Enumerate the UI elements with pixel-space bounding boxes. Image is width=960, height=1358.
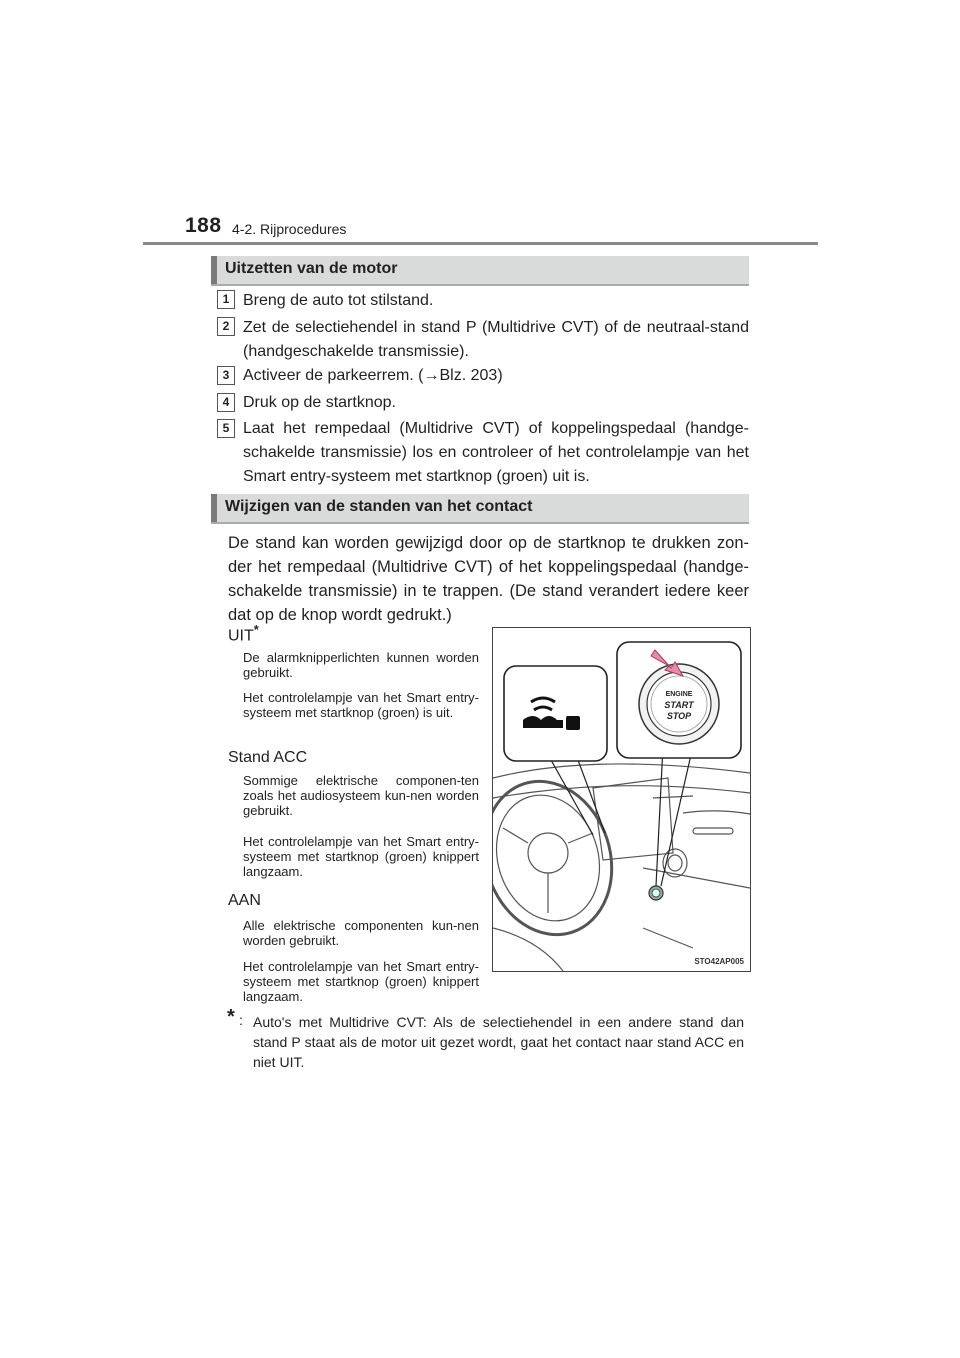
dashboard-illustration xyxy=(492,627,751,972)
step-text: Activeer de parkeerrem. (→Blz. 203) xyxy=(243,367,503,384)
mode-description: Het controlelampje van het Smart entry-systeem met startknop (groen) knippert langzaam. xyxy=(243,834,479,879)
mode-title-text: UIT xyxy=(228,627,254,645)
step-number: 1 xyxy=(217,290,235,309)
mode-description: De alarmknipperlichten kunnen worden gebruikt. xyxy=(243,650,479,680)
section-bar xyxy=(211,256,217,284)
step-text: Druk op de startknop. xyxy=(243,394,396,411)
footnote-marker: * xyxy=(253,622,259,637)
step-text: Zet de selectiehendel in stand P (Multidrive CVT) of de neutraal-stand (handgeschakelde transmissie). xyxy=(243,319,749,360)
mode-description: Alle elektrische componenten kun-nen worden gebruikt. xyxy=(243,918,479,948)
button-label-start: START xyxy=(664,700,694,710)
mode-title-off xyxy=(228,622,259,645)
footnote-text: Auto's met Multidrive CVT: Als de selectiehendel in een andere stand dan stand P staat als de motor uit gezet wordt, gaat het contact naar stand ACC en niet UIT. xyxy=(253,1014,744,1070)
footnote-colon: : xyxy=(239,1012,243,1028)
button-label-engine: ENGINE xyxy=(665,691,693,698)
button-label-stop: STOP xyxy=(666,711,692,721)
section-bar xyxy=(211,494,217,522)
chapter-title: 4-2. Rijprocedures xyxy=(232,221,347,237)
step-number: 3 xyxy=(217,366,235,385)
step-text: Breng de auto tot stilstand. xyxy=(243,292,434,309)
step-number: 2 xyxy=(217,317,235,336)
section-title: Wijzigen van de standen van het contact xyxy=(225,498,533,515)
mode-title-on: AAN xyxy=(228,892,261,909)
intro-paragraph: De stand kan worden gewijzigd door op de startknop te drukken zon-der het rempedaal (Multidrive CVT) of het koppelingspedaal (handge-schakelde transmissie) in te trappen. (De stand verandert iedere keer dat op de knop wordt gedrukt.) xyxy=(228,534,749,624)
footnote-marker: * xyxy=(227,1006,235,1028)
page-number: 188 xyxy=(185,214,222,237)
mode-description: Sommige elektrische componen-ten zoals het audiosysteem kun-nen worden gebruikt. xyxy=(243,773,479,818)
mode-description: Het controlelampje van het Smart entry-systeem met startknop (groen) is uit. xyxy=(243,690,479,720)
section-heading-engine-off xyxy=(211,256,749,286)
mode-description: Het controlelampje van het Smart entry-systeem met startknop (groen) knippert langzaam. xyxy=(243,959,479,1004)
step-text: Laat het rempedaal (Multidrive CVT) of koppelingspedaal (handge-schakelde transmissie) los en controleer of het controlelampje van het Smart entry-systeem met startknop (groen) uit is. xyxy=(243,420,749,485)
illustration-code: STO42AP005 xyxy=(694,957,744,966)
step-number: 4 xyxy=(217,393,235,412)
dashboard-drawing xyxy=(493,628,750,971)
step-number: 5 xyxy=(217,419,235,438)
section-title: Uitzetten van de motor xyxy=(225,260,398,277)
header-divider xyxy=(143,242,818,245)
mode-title-acc: Stand ACC xyxy=(228,749,308,766)
section-heading-ignition-modes xyxy=(211,494,749,524)
